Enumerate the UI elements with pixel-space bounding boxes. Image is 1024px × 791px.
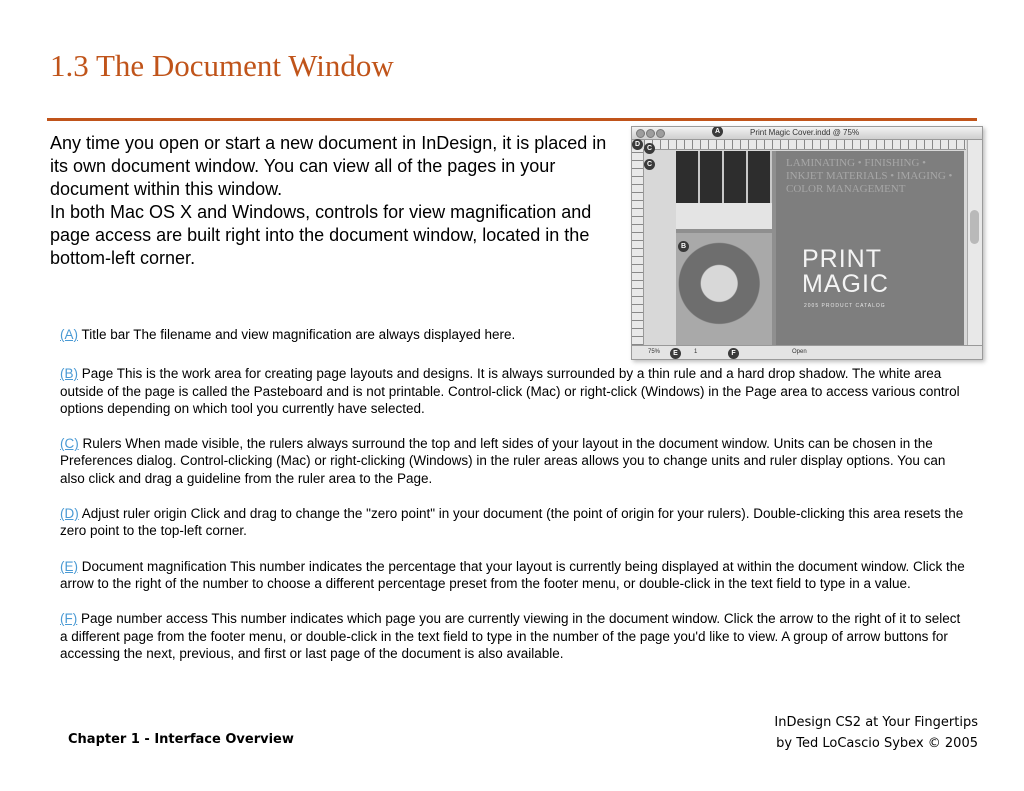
intro-paragraph-1: Any time you open or start a new document in InDesign, it is placed in its own document window. You can view all of the pages in your document within this window. [50,133,607,199]
slide-title: 1.3 The Document Window [50,48,394,83]
catalog-cover [776,151,964,345]
photo-caption-strip [676,203,772,229]
annotation-text-b: Page This is the work area for creating page layouts and designs. It is always surrounded by a thin rule and a hard drop shadow. The white area outside of the page is called the Pasteboard and is not printable. Control-click (Mac) or right-click (Windows) in the Page area to access various control options depending on which tool you currently have selected. [60,366,960,416]
annotation-b [60,365,970,417]
page-field: 1 [694,349,698,355]
horizontal-ruler [644,140,966,150]
cover-logo [802,247,889,297]
callout-f: F [728,348,739,359]
vertical-ruler [632,149,644,345]
open-status: Open [792,349,807,355]
annotation-marker-a[interactable]: (A) [60,327,78,342]
book-credit [774,712,978,754]
window-title: Print Magic Cover.indd @ 75% [750,128,860,137]
vertical-scrollbar [967,140,982,345]
annotation-marker-c[interactable]: (C) [60,436,79,452]
intro-paragraph-2: In both Mac OS X and Windows, controls for view magnification and page access are built right into the document window, located in the bottom-left corner. [50,202,592,268]
cover-subtitle: 2005 PRODUCT CATALOG [804,303,886,309]
chapter-footer: Chapter 1 - Interface Overview [68,732,294,747]
annotation-text-e: Document magnification This number indicates the percentage that your layout is currently being displayed at within the document window. Click the arrow to the right of the number to choose a different percentage preset from the footer menu, or double-click in the text field to type in a value. [60,558,965,591]
annotation-c [60,435,970,487]
minimize-button-icon [646,129,655,138]
window-title-bar [632,127,982,140]
logo-line-2: MAGIC [802,270,889,298]
annotation-marker-b[interactable]: (B) [60,366,78,382]
callout-b: B [678,241,689,252]
annotation-f [60,610,970,662]
annotation-text-c: Rulers When made visible, the rulers always surround the top and left sides of your layout in the document window. Units can be chosen in the Preferences dialog. Control-clicking (Mac) or right-clicking (Windows) in the ruler areas allows you to change units and ruler display options. You can also click and drag a guideline from the ruler area to the Page. [60,436,946,486]
zoom-button-icon [656,129,665,138]
zoom-field: 75% [648,349,661,355]
annotation-text-d: Adjust ruler origin Click and drag to change the "zero point" in your document (the point of origin for your rulers). Double-clicking this area resets the zero point to the top-left corner. [60,506,964,539]
book-title: InDesign CS2 at Your Fingertips [774,715,978,730]
logo-line-1: PRINT [802,245,882,273]
callout-c-left: C [644,159,655,170]
annotation-marker-e[interactable]: (E) [60,558,78,574]
document-page [676,151,964,345]
annotation-marker-d[interactable]: (D) [60,506,79,522]
annotation-d [60,505,970,540]
book-author: by Ted LoCascio Sybex © 2005 [776,736,978,751]
cover-background-text: LAMINATING • FINISHING • INKJET MATERIALS • IMAGING • COLOR MANAGEMENT [786,157,953,195]
document-window-screenshot [631,126,983,360]
annotation-list [60,326,970,662]
callout-e: E [670,348,681,359]
callout-d: D [632,139,643,150]
title-divider [47,118,977,121]
intro-text [50,132,620,270]
annotation-e [60,558,970,593]
close-button-icon [636,129,645,138]
annotation-a [60,326,970,343]
annotation-marker-f[interactable]: (F) [60,611,78,627]
annotation-text-a: Title bar The filename and view magnification are always displayed here. [81,327,516,342]
callout-a: A [712,126,723,137]
callout-c-top: C [644,143,655,154]
scroll-thumb [970,210,979,244]
annotation-text-f: Page number access This number indicates which page you are currently viewing in the document window. Click the arrow to the right of it to select a different page from the footer menu, or double-click in the text field to type in the number of the page you'd like to view. A group of arrow buttons for accessing the next, previous, and first or last page of the document is also available. [60,611,961,661]
